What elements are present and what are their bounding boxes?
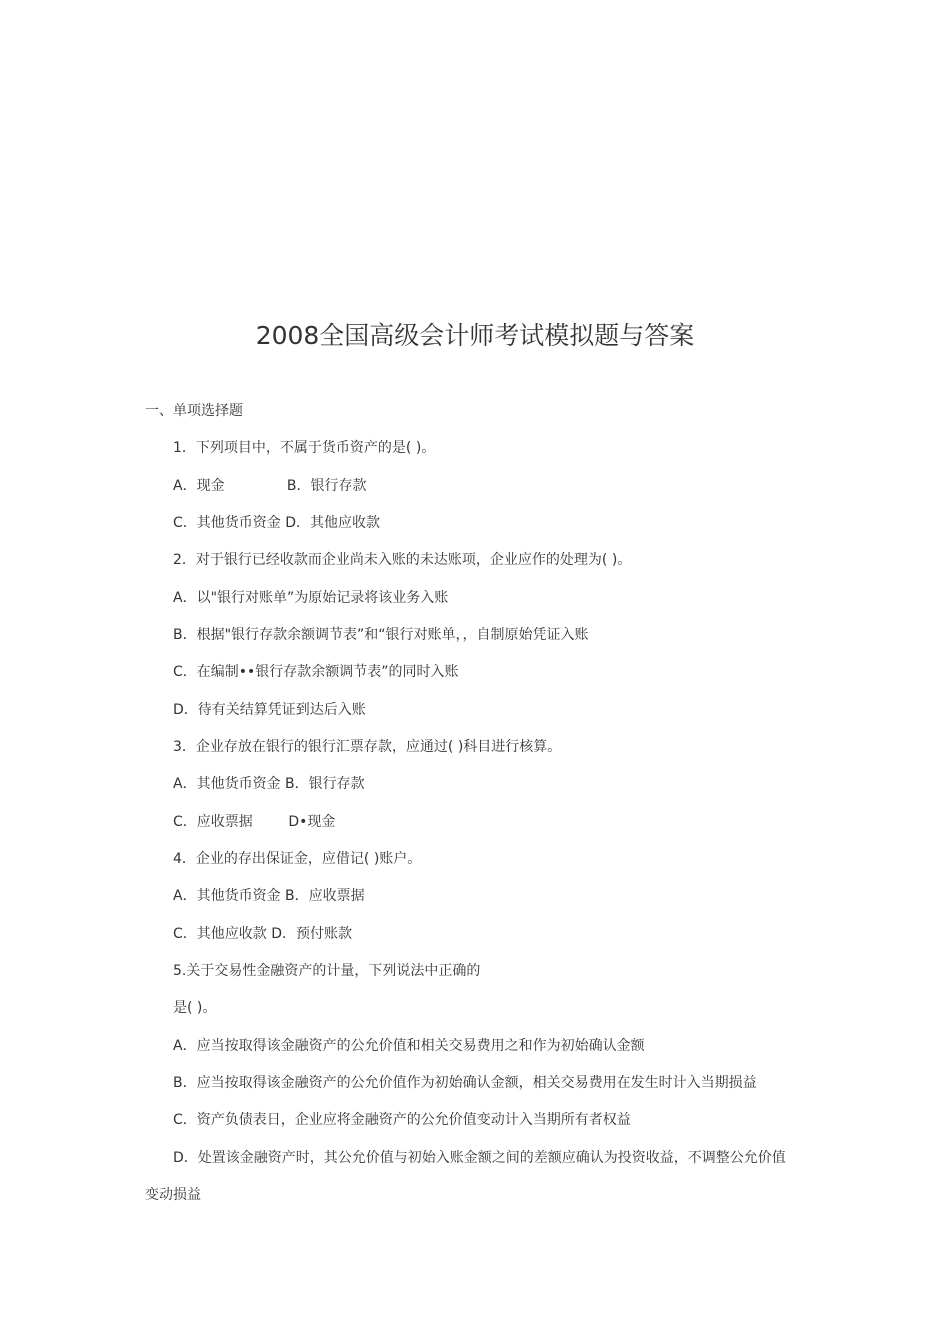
question-5-option-d: D．处置该金融资产时，其公允价值与初始入账金额之间的差额应确认为投资收益，不调整公允价值 (173, 1150, 786, 1166)
section-heading: 一、单项选择题 (145, 403, 243, 419)
question-2-option-d: D．待有关结算凭证到达后入账 (173, 702, 366, 718)
question-4-options-ab: A．其他货币资金 B．应收票据 (173, 888, 365, 904)
question-5-continued: 是( )。 (173, 1000, 217, 1016)
question-2-option-c: C．在编制••银行存款余额调节表”的同时入账 (173, 664, 459, 680)
question-2: 2．对于银行已经收款而企业尚未入账的未达账项，企业应作的处理为( )。 (173, 552, 632, 568)
question-3: 3．企业存放在银行的银行汇票存款，应通过( )科目进行核算。 (173, 739, 562, 755)
question-5-option-c: C．资产负债表日，企业应将金融资产的公允价值变动计入当期所有者权益 (173, 1112, 631, 1128)
question-3-options-cd: C．应收票据 D•现金 (173, 814, 336, 830)
question-5-option-d-continued: 变动损益 (145, 1187, 201, 1203)
question-2-option-a: A．以"银行对账单”为原始记录将该业务入账 (173, 590, 449, 606)
question-4: 4．企业的存出保证金，应借记( )账户。 (173, 851, 422, 867)
question-1-options-ab: A．现金 B．银行存款 (173, 478, 367, 494)
question-2-option-b: B．根据"银行存款余额调节表”和“银行对账单，，自制原始凭证入账 (173, 627, 589, 643)
document-title: 2008全国高级会计师考试模拟题与答案 (255, 321, 695, 350)
question-1-options-cd: C．其他货币资金 D．其他应收款 (173, 515, 381, 531)
question-1: 1．下列项目中，不属于货币资产的是( )。 (173, 440, 436, 456)
question-5-option-a: A．应当按取得该金融资产的公允价值和相关交易费用之和作为初始确认金额 (173, 1038, 645, 1054)
question-5: 5.关于交易性金融资产的计量，下列说法中正确的 (173, 963, 481, 979)
question-3-options-ab: A．其他货币资金 B．银行存款 (173, 776, 365, 792)
question-5-option-b: B．应当按取得该金融资产的公允价值作为初始确认金额，相关交易费用在发生时计入当期损益 (173, 1075, 757, 1091)
question-4-options-cd: C．其他应收款 D．预付账款 (173, 926, 353, 942)
